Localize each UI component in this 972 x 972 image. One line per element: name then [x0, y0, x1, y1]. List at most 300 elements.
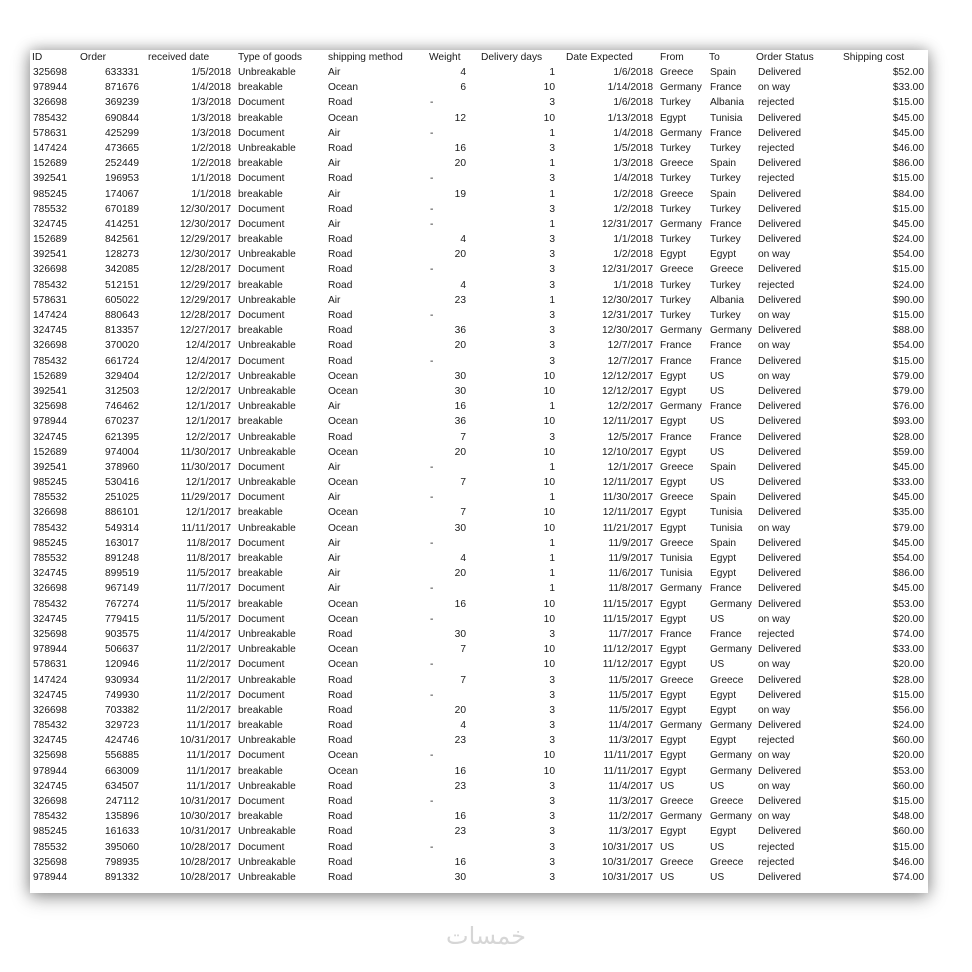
cell-type-of-goods[interactable]: Unbreakable — [238, 67, 296, 78]
cell-order-status[interactable]: on way — [758, 310, 791, 321]
cell-type-of-goods[interactable]: Document — [238, 613, 285, 625]
cell-to[interactable]: Tunisia — [710, 507, 743, 519]
cell-to[interactable]: Greece — [710, 674, 744, 686]
cell-id[interactable]: 978944 — [33, 82, 67, 94]
cell-received-date[interactable]: 12/1/2017 — [185, 477, 231, 489]
cell-date-expected[interactable]: 11/15/2017 — [602, 598, 653, 610]
cell-type-of-goods[interactable]: Document — [238, 97, 285, 109]
cell-date-expected[interactable]: 1/6/2018 — [613, 97, 653, 109]
cell-delivery-days[interactable]: 3 — [549, 674, 555, 686]
cell-weight[interactable]: 30 — [454, 385, 466, 397]
cell-shipping-cost[interactable]: $28.00 — [892, 674, 924, 686]
cell-date-expected[interactable]: 1/13/2018 — [607, 112, 653, 124]
cell-delivery-days[interactable]: 1 — [549, 461, 555, 473]
cell-to[interactable]: US — [710, 871, 725, 883]
cell-received-date[interactable]: 1/3/2018 — [191, 112, 231, 124]
cell-order-status[interactable]: Delivered — [758, 644, 802, 656]
cell-from[interactable]: France — [660, 628, 692, 640]
cell-date-expected[interactable]: 12/10/2017 — [602, 446, 653, 458]
cell-weight[interactable]: - — [430, 613, 434, 625]
cell-weight[interactable]: 4 — [460, 67, 466, 78]
cell-type-of-goods[interactable]: Unbreakable — [238, 735, 296, 747]
cell-order-status[interactable]: Delivered — [758, 431, 802, 443]
cell-received-date[interactable]: 12/30/2017 — [180, 218, 231, 230]
cell-from[interactable]: Egypt — [660, 416, 687, 428]
cell-to[interactable]: Turkey — [710, 310, 741, 321]
cell-date-expected[interactable]: 11/15/2017 — [602, 613, 653, 625]
cell-id[interactable]: 324745 — [33, 431, 67, 443]
cell-type-of-goods[interactable]: breakable — [238, 234, 283, 246]
cell-received-date[interactable]: 12/30/2017 — [180, 249, 231, 261]
cell-type-of-goods[interactable]: Unbreakable — [238, 477, 296, 489]
cell-delivery-days[interactable]: 10 — [543, 370, 555, 382]
cell-id[interactable]: 325698 — [33, 856, 67, 868]
cell-to[interactable]: US — [710, 841, 725, 853]
cell-order-status[interactable]: on way — [758, 370, 791, 382]
cell-date-expected[interactable]: 1/2/2018 — [613, 188, 653, 200]
cell-to[interactable]: Albania — [710, 97, 744, 109]
cell-shipping-cost[interactable]: $60.00 — [892, 780, 924, 792]
cell-from[interactable]: Turkey — [660, 294, 691, 306]
cell-shipping-method[interactable]: Ocean — [328, 522, 359, 534]
cell-order-status[interactable]: Delivered — [758, 507, 802, 519]
cell-shipping-cost[interactable]: $86.00 — [892, 158, 924, 170]
cell-received-date[interactable]: 12/29/2017 — [180, 294, 231, 306]
cell-received-date[interactable]: 12/29/2017 — [180, 234, 231, 246]
cell-type-of-goods[interactable]: Document — [238, 583, 285, 595]
cell-delivery-days[interactable]: 1 — [549, 188, 555, 200]
cell-id[interactable]: 152689 — [33, 446, 67, 458]
cell-to[interactable]: Spain — [710, 188, 737, 200]
cell-shipping-cost[interactable]: $45.00 — [892, 461, 924, 473]
cell-received-date[interactable]: 11/2/2017 — [186, 644, 231, 656]
cell-order-status[interactable]: Delivered — [758, 67, 802, 78]
cell-type-of-goods[interactable]: Unbreakable — [238, 674, 296, 686]
cell-order[interactable]: 886101 — [105, 507, 139, 519]
cell-to[interactable]: France — [710, 401, 742, 413]
cell-delivery-days[interactable]: 3 — [549, 628, 555, 640]
cell-shipping-method[interactable]: Road — [328, 340, 353, 352]
cell-to[interactable]: Greece — [710, 796, 744, 807]
cell-weight[interactable]: - — [430, 203, 434, 215]
cell-shipping-method[interactable]: Road — [328, 674, 353, 686]
cell-received-date[interactable]: 1/3/2018 — [191, 127, 231, 139]
cell-delivery-days[interactable]: 10 — [543, 82, 555, 94]
cell-order[interactable]: 252449 — [105, 158, 139, 170]
cell-date-expected[interactable]: 12/2/2017 — [607, 401, 653, 413]
cell-id[interactable]: 985245 — [33, 826, 67, 838]
cell-from[interactable]: Greece — [660, 796, 694, 807]
cell-date-expected[interactable]: 1/3/2018 — [613, 158, 653, 170]
cell-order-status[interactable]: rejected — [758, 279, 795, 291]
cell-shipping-method[interactable]: Ocean — [328, 385, 359, 397]
cell-delivery-days[interactable]: 10 — [543, 659, 555, 671]
cell-from[interactable]: Egypt — [660, 112, 687, 124]
cell-date-expected[interactable]: 11/6/2017 — [608, 568, 653, 580]
cell-weight[interactable]: - — [430, 841, 434, 853]
cell-shipping-cost[interactable]: $15.00 — [892, 264, 924, 276]
cell-from[interactable]: Egypt — [660, 659, 687, 671]
cell-order-status[interactable]: Delivered — [758, 127, 802, 139]
cell-shipping-cost[interactable]: $53.00 — [892, 598, 924, 610]
cell-shipping-method[interactable]: Road — [328, 826, 353, 838]
cell-shipping-cost[interactable]: $45.00 — [892, 127, 924, 139]
cell-order-status[interactable]: rejected — [758, 97, 795, 109]
cell-to[interactable]: Germany — [710, 598, 752, 610]
cell-shipping-method[interactable]: Ocean — [328, 416, 359, 428]
cell-to[interactable]: US — [710, 780, 725, 792]
cell-from[interactable]: US — [660, 841, 675, 853]
cell-order-status[interactable]: Delivered — [758, 416, 802, 428]
cell-received-date[interactable]: 12/2/2017 — [185, 431, 231, 443]
cell-shipping-cost[interactable]: $45.00 — [892, 492, 924, 504]
cell-delivery-days[interactable]: 10 — [543, 112, 555, 124]
cell-date-expected[interactable]: 1/6/2018 — [613, 67, 653, 78]
cell-date-expected[interactable]: 11/3/2017 — [608, 735, 653, 747]
cell-date-expected[interactable]: 11/11/2017 — [603, 765, 653, 777]
cell-delivery-days[interactable]: 10 — [543, 477, 555, 489]
cell-type-of-goods[interactable]: Unbreakable — [238, 294, 296, 306]
cell-weight[interactable]: 6 — [460, 82, 466, 94]
cell-shipping-method[interactable]: Air — [328, 492, 341, 504]
cell-to[interactable]: Greece — [710, 264, 744, 276]
cell-shipping-cost[interactable]: $45.00 — [892, 218, 924, 230]
cell-from[interactable]: Turkey — [660, 97, 691, 109]
cell-order[interactable]: 120946 — [105, 659, 139, 671]
cell-type-of-goods[interactable]: Unbreakable — [238, 522, 296, 534]
cell-shipping-method[interactable]: Ocean — [328, 659, 359, 671]
cell-delivery-days[interactable]: 1 — [549, 492, 555, 504]
cell-date-expected[interactable]: 12/12/2017 — [602, 385, 653, 397]
cell-to[interactable]: France — [710, 340, 742, 352]
cell-id[interactable]: 785432 — [33, 279, 67, 291]
cell-delivery-days[interactable]: 10 — [543, 446, 555, 458]
cell-order-status[interactable]: Delivered — [758, 325, 802, 337]
cell-type-of-goods[interactable]: Unbreakable — [238, 401, 296, 413]
cell-delivery-days[interactable]: 10 — [543, 750, 555, 762]
cell-shipping-method[interactable]: Ocean — [328, 446, 359, 458]
cell-to[interactable]: France — [710, 628, 742, 640]
cell-received-date[interactable]: 10/30/2017 — [180, 811, 231, 823]
cell-shipping-method[interactable]: Road — [328, 841, 353, 853]
cell-from[interactable]: US — [660, 871, 675, 883]
cell-weight[interactable]: 16 — [454, 811, 466, 823]
cell-to[interactable]: Spain — [710, 158, 737, 170]
cell-weight[interactable]: 36 — [454, 325, 466, 337]
cell-order-status[interactable]: Delivered — [758, 568, 802, 580]
cell-delivery-days[interactable]: 3 — [549, 871, 555, 883]
cell-shipping-method[interactable]: Air — [328, 218, 341, 230]
cell-order[interactable]: 749930 — [105, 689, 139, 701]
cell-weight[interactable]: - — [430, 218, 434, 230]
cell-delivery-days[interactable]: 3 — [549, 234, 555, 246]
cell-to[interactable]: France — [710, 355, 742, 367]
cell-from[interactable]: Egypt — [660, 522, 687, 534]
cell-delivery-days[interactable]: 1 — [549, 67, 555, 78]
cell-id[interactable]: 785532 — [33, 841, 67, 853]
col-header-shipping-method[interactable]: shipping method — [328, 51, 403, 63]
cell-order[interactable]: 899519 — [105, 568, 139, 580]
cell-shipping-method[interactable]: Ocean — [328, 507, 359, 519]
cell-type-of-goods[interactable]: Document — [238, 750, 285, 762]
cell-received-date[interactable]: 12/28/2017 — [180, 310, 231, 321]
cell-to[interactable]: US — [710, 659, 725, 671]
cell-from[interactable]: Egypt — [660, 249, 687, 261]
cell-date-expected[interactable]: 1/1/2018 — [613, 234, 653, 246]
cell-shipping-method[interactable]: Air — [328, 553, 341, 564]
cell-received-date[interactable]: 12/4/2017 — [185, 340, 231, 352]
cell-order[interactable]: 930934 — [105, 674, 139, 686]
cell-received-date[interactable]: 11/1/2017 — [186, 720, 231, 732]
cell-received-date[interactable]: 11/7/2017 — [186, 583, 231, 595]
cell-id[interactable]: 392541 — [33, 461, 67, 473]
cell-shipping-method[interactable]: Road — [328, 234, 353, 246]
cell-date-expected[interactable]: 11/12/2017 — [602, 659, 653, 671]
cell-order-status[interactable]: Delivered — [758, 461, 802, 473]
cell-id[interactable]: 578631 — [33, 127, 67, 139]
cell-weight[interactable]: - — [430, 659, 434, 671]
cell-from[interactable]: Turkey — [660, 310, 691, 321]
cell-order[interactable]: 378960 — [105, 461, 139, 473]
cell-from[interactable]: Germany — [660, 127, 702, 139]
cell-order[interactable]: 135896 — [105, 811, 139, 823]
cell-to[interactable]: Turkey — [710, 173, 741, 185]
cell-from[interactable]: Greece — [660, 188, 694, 200]
cell-shipping-method[interactable]: Ocean — [328, 598, 359, 610]
cell-id[interactable]: 325698 — [33, 750, 67, 762]
cell-order[interactable]: 891332 — [105, 871, 139, 883]
cell-to[interactable]: Tunisia — [710, 112, 743, 124]
cell-from[interactable]: Turkey — [660, 279, 691, 291]
cell-order-status[interactable]: Delivered — [758, 264, 802, 276]
cell-shipping-method[interactable]: Road — [328, 142, 353, 154]
cell-order-status[interactable]: Delivered — [758, 492, 802, 504]
cell-from[interactable]: France — [660, 355, 692, 367]
cell-type-of-goods[interactable]: breakable — [238, 82, 283, 94]
cell-from[interactable]: Egypt — [660, 735, 687, 747]
cell-received-date[interactable]: 12/27/2017 — [180, 325, 231, 337]
cell-order[interactable]: 690844 — [105, 112, 139, 124]
cell-to[interactable]: Turkey — [710, 203, 741, 215]
cell-order[interactable]: 247112 — [105, 796, 139, 807]
cell-type-of-goods[interactable]: breakable — [238, 279, 283, 291]
cell-shipping-cost[interactable]: $52.00 — [892, 67, 924, 78]
cell-from[interactable]: Egypt — [660, 704, 687, 716]
cell-order[interactable]: 425299 — [105, 127, 139, 139]
cell-order-status[interactable]: Delivered — [758, 674, 802, 686]
cell-shipping-method[interactable]: Road — [328, 325, 353, 337]
cell-date-expected[interactable]: 11/5/2017 — [608, 689, 653, 701]
cell-order-status[interactable]: Delivered — [758, 537, 802, 549]
cell-date-expected[interactable]: 1/1/2018 — [613, 279, 653, 291]
cell-from[interactable]: Greece — [660, 537, 694, 549]
cell-shipping-cost[interactable]: $46.00 — [892, 856, 924, 868]
cell-shipping-cost[interactable]: $20.00 — [892, 659, 924, 671]
cell-shipping-method[interactable]: Road — [328, 811, 353, 823]
cell-order[interactable]: 473665 — [105, 142, 139, 154]
cell-order-status[interactable]: on way — [758, 522, 791, 534]
cell-weight[interactable]: 7 — [460, 674, 466, 686]
cell-id[interactable]: 324745 — [33, 613, 67, 625]
cell-type-of-goods[interactable]: Unbreakable — [238, 628, 296, 640]
cell-shipping-cost[interactable]: $54.00 — [892, 340, 924, 352]
cell-to[interactable]: Egypt — [710, 826, 737, 838]
cell-date-expected[interactable]: 11/5/2017 — [608, 704, 653, 716]
cell-order[interactable]: 370020 — [105, 340, 139, 352]
cell-from[interactable]: Tunisia — [660, 568, 693, 580]
cell-order-status[interactable]: rejected — [758, 628, 795, 640]
col-header-order[interactable]: Order — [80, 51, 107, 63]
cell-shipping-cost[interactable]: $33.00 — [892, 644, 924, 656]
cell-from[interactable]: Greece — [660, 461, 694, 473]
cell-order-status[interactable]: Delivered — [758, 112, 802, 124]
cell-date-expected[interactable]: 12/31/2017 — [602, 218, 653, 230]
cell-shipping-cost[interactable]: $79.00 — [892, 522, 924, 534]
cell-order-status[interactable]: on way — [758, 750, 791, 762]
cell-id[interactable]: 326698 — [33, 264, 67, 276]
cell-received-date[interactable]: 10/28/2017 — [180, 841, 231, 853]
cell-received-date[interactable]: 10/31/2017 — [180, 796, 231, 807]
cell-order-status[interactable]: on way — [758, 249, 791, 261]
cell-received-date[interactable]: 11/1/2017 — [186, 780, 231, 792]
cell-type-of-goods[interactable]: Document — [238, 218, 285, 230]
cell-order-status[interactable]: Delivered — [758, 720, 802, 732]
cell-delivery-days[interactable]: 3 — [549, 310, 555, 321]
cell-shipping-method[interactable]: Road — [328, 173, 353, 185]
cell-id[interactable]: 578631 — [33, 294, 67, 306]
cell-to[interactable]: Turkey — [710, 279, 741, 291]
cell-received-date[interactable]: 1/1/2018 — [191, 188, 231, 200]
cell-date-expected[interactable]: 1/14/2018 — [607, 82, 653, 94]
cell-shipping-cost[interactable]: $20.00 — [892, 750, 924, 762]
cell-to[interactable]: Turkey — [710, 142, 741, 154]
col-header-to[interactable]: To — [709, 51, 720, 63]
cell-id[interactable]: 785432 — [33, 112, 67, 124]
cell-date-expected[interactable]: 11/9/2017 — [608, 553, 653, 564]
cell-date-expected[interactable]: 10/31/2017 — [602, 871, 653, 883]
cell-order[interactable]: 506637 — [105, 644, 139, 656]
cell-date-expected[interactable]: 1/2/2018 — [613, 203, 653, 215]
cell-order[interactable]: 779415 — [105, 613, 139, 625]
cell-order[interactable]: 161633 — [105, 826, 139, 838]
cell-to[interactable]: France — [710, 82, 742, 94]
cell-to[interactable]: Germany — [710, 765, 752, 777]
cell-delivery-days[interactable]: 1 — [549, 401, 555, 413]
cell-date-expected[interactable]: 12/7/2017 — [607, 340, 653, 352]
cell-shipping-method[interactable]: Ocean — [328, 750, 359, 762]
cell-order-status[interactable]: rejected — [758, 735, 795, 747]
cell-order[interactable]: 530416 — [105, 477, 139, 489]
cell-weight[interactable]: 20 — [454, 158, 466, 170]
cell-from[interactable]: France — [660, 340, 692, 352]
cell-shipping-cost[interactable]: $24.00 — [892, 234, 924, 246]
cell-to[interactable]: Albania — [710, 294, 744, 306]
cell-shipping-method[interactable]: Ocean — [328, 477, 359, 489]
cell-weight[interactable]: 4 — [460, 234, 466, 246]
cell-to[interactable]: Spain — [710, 537, 737, 549]
cell-shipping-method[interactable]: Road — [328, 871, 353, 883]
cell-weight[interactable]: - — [430, 796, 434, 807]
cell-date-expected[interactable]: 12/7/2017 — [607, 355, 653, 367]
cell-delivery-days[interactable]: 3 — [549, 704, 555, 716]
cell-type-of-goods[interactable]: breakable — [238, 811, 283, 823]
cell-type-of-goods[interactable]: Unbreakable — [238, 780, 296, 792]
cell-order[interactable]: 703382 — [105, 704, 139, 716]
cell-type-of-goods[interactable]: Unbreakable — [238, 385, 296, 397]
cell-delivery-days[interactable]: 1 — [549, 553, 555, 564]
cell-weight[interactable]: 20 — [454, 340, 466, 352]
cell-id[interactable]: 578631 — [33, 659, 67, 671]
cell-order[interactable]: 663009 — [105, 765, 139, 777]
cell-id[interactable]: 324745 — [33, 689, 67, 701]
cell-shipping-cost[interactable]: $79.00 — [892, 385, 924, 397]
cell-shipping-cost[interactable]: $93.00 — [892, 416, 924, 428]
cell-shipping-cost[interactable]: $24.00 — [892, 720, 924, 732]
cell-to[interactable]: Egypt — [710, 249, 737, 261]
cell-received-date[interactable]: 11/30/2017 — [180, 461, 231, 473]
cell-delivery-days[interactable]: 3 — [549, 264, 555, 276]
cell-shipping-cost[interactable]: $54.00 — [892, 553, 924, 564]
cell-weight[interactable]: 7 — [460, 431, 466, 443]
cell-weight[interactable]: 16 — [454, 598, 466, 610]
cell-from[interactable]: Turkey — [660, 203, 691, 215]
cell-date-expected[interactable]: 11/12/2017 — [602, 644, 653, 656]
cell-date-expected[interactable]: 12/31/2017 — [602, 264, 653, 276]
cell-id[interactable]: 147424 — [33, 310, 67, 321]
cell-shipping-method[interactable]: Road — [328, 720, 353, 732]
cell-order[interactable]: 880643 — [105, 310, 139, 321]
cell-from[interactable]: Egypt — [660, 446, 687, 458]
cell-type-of-goods[interactable]: Unbreakable — [238, 644, 296, 656]
cell-from[interactable]: Egypt — [660, 750, 687, 762]
cell-weight[interactable]: 4 — [460, 279, 466, 291]
cell-to[interactable]: Tunisia — [710, 522, 743, 534]
cell-id[interactable]: 785532 — [33, 553, 67, 564]
cell-shipping-cost[interactable]: $48.00 — [892, 811, 924, 823]
cell-order[interactable]: 767274 — [105, 598, 139, 610]
cell-shipping-cost[interactable]: $15.00 — [892, 97, 924, 109]
cell-weight[interactable]: 30 — [454, 370, 466, 382]
cell-type-of-goods[interactable]: breakable — [238, 553, 283, 564]
cell-received-date[interactable]: 10/31/2017 — [180, 735, 231, 747]
cell-shipping-method[interactable]: Ocean — [328, 112, 359, 124]
cell-from[interactable]: Turkey — [660, 142, 691, 154]
cell-to[interactable]: Egypt — [710, 553, 737, 564]
cell-type-of-goods[interactable]: breakable — [238, 416, 283, 428]
cell-order-status[interactable]: Delivered — [758, 234, 802, 246]
cell-date-expected[interactable]: 1/4/2018 — [613, 127, 653, 139]
cell-shipping-method[interactable]: Road — [328, 856, 353, 868]
cell-id[interactable]: 785432 — [33, 720, 67, 732]
cell-to[interactable]: Egypt — [710, 689, 737, 701]
cell-id[interactable]: 147424 — [33, 674, 67, 686]
cell-received-date[interactable]: 11/5/2017 — [186, 568, 231, 580]
cell-order[interactable]: 395060 — [105, 841, 139, 853]
cell-received-date[interactable]: 12/2/2017 — [185, 370, 231, 382]
cell-from[interactable]: Egypt — [660, 613, 687, 625]
cell-shipping-cost[interactable]: $74.00 — [892, 871, 924, 883]
cell-weight[interactable]: - — [430, 97, 434, 109]
cell-received-date[interactable]: 11/11/2017 — [181, 522, 231, 534]
cell-type-of-goods[interactable]: breakable — [238, 598, 283, 610]
cell-delivery-days[interactable]: 3 — [549, 735, 555, 747]
cell-shipping-cost[interactable]: $15.00 — [892, 203, 924, 215]
cell-to[interactable]: Germany — [710, 644, 752, 656]
cell-delivery-days[interactable]: 10 — [543, 613, 555, 625]
cell-type-of-goods[interactable]: Unbreakable — [238, 826, 296, 838]
cell-type-of-goods[interactable]: Unbreakable — [238, 340, 296, 352]
cell-shipping-method[interactable]: Ocean — [328, 644, 359, 656]
